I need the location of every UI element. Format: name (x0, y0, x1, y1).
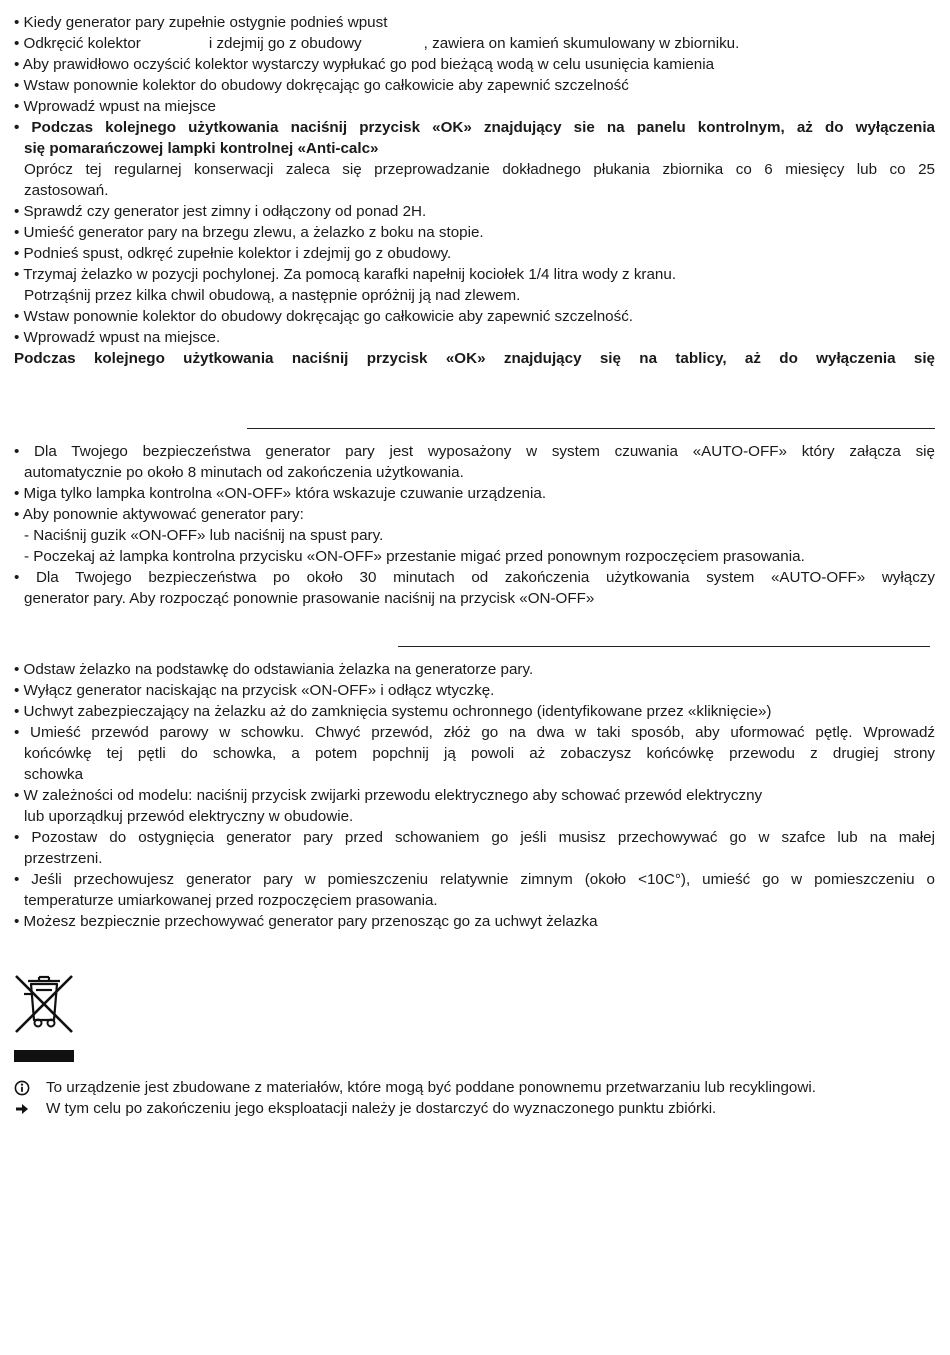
text-fragment: i zdejmij go z obudowy (208, 35, 362, 52)
arrow-right-icon (14, 1101, 46, 1117)
text-line: • Miga tylko lampka kontrolna «ON-OFF» która wskazuje czuwanie urządzenia. (14, 485, 547, 502)
text-fragment: • Odkręcić kolektor (14, 35, 141, 52)
section-storage (14, 659, 935, 932)
text-line: końcówkę tej pętli do schowka, a potem popchnij ją powoli aż zobaczysz końcówkę przewodu z drugiej strony (24, 745, 935, 762)
bin-underline-bar (14, 1050, 74, 1062)
text-line: • Trzymaj żelazko w pozycji pochylonej. Za pomocą karafki napełnij kociołek 1/4 litra wody z kranu. (14, 266, 677, 283)
section-auto-off (14, 441, 935, 609)
text-line: • Sprawdź czy generator jest zimny i odłączony od ponad 2H. (14, 203, 427, 220)
text-line: • Wprowadź wpust na miejsce (14, 98, 216, 115)
text-line: • Dla Twojego bezpieczeństwa po około 30 minutach od zakończenia użytkowania system «AUTO-OFF» wyłączy (14, 569, 935, 586)
text-line: • Wprowadź wpust na miejsce. (14, 329, 221, 346)
recycling-line (14, 1077, 935, 1098)
text-line: zastosowań. (24, 182, 109, 199)
recycling-line (14, 1098, 935, 1119)
text-line (14, 33, 935, 54)
text-line: lub uporządkuj przewód elektryczny w obudowie. (24, 808, 354, 825)
text-line: • Aby prawidłowo oczyścić kolektor wystarczy wypłukać go pod bieżącą wodą w celu usunięcia kamienia (14, 56, 715, 73)
text-line: • Kiedy generator pary zupełnie ostygnie podnieś wpust (14, 14, 388, 31)
text-line: Potrząśnij przez kilka chwil obudową, a następnie opróżnij ją nad zlewem. (24, 287, 521, 304)
section-divider (247, 428, 935, 429)
section-divider (398, 646, 930, 647)
text-line: • Dla Twojego bezpieczeństwa generator pary jest wyposażony w system czuwania «AUTO-OFF» który załącza się (14, 443, 935, 460)
text-line-bold: Podczas kolejnego użytkowania naciśnij przycisk «OK» znajdujący się na tablicy, aż do wyłączenia się (14, 350, 935, 367)
text-line: • Uchwyt zabezpieczający na żelazku aż do zamknięcia systemu ochronnego (identyfikowane przez «kliknięcie») (14, 703, 772, 720)
info-icon (14, 1080, 46, 1096)
manual-page (14, 12, 935, 930)
text-line: • Odstaw żelazko na podstawkę do odstawiania żelazka na generatorze pary. (14, 661, 534, 678)
crossed-out-wheelie-bin-icon (14, 972, 74, 1034)
text-fragment: , zawiera on kamień skumulowany w zbiorniku. (423, 35, 740, 52)
text-line: przestrzeni. (24, 850, 103, 867)
text-line: • Wstaw ponownie kolektor do obudowy dokręcając go całkowicie aby zapewnić szczelność. (14, 308, 634, 325)
text-line: - Naciśnij guzik «ON-OFF» lub naciśnij na spust pary. (24, 527, 384, 544)
text-line: • Możesz bezpiecznie przechowywać generator pary przenosząc go za uchwyt żelazka (14, 913, 598, 930)
section-descaling (14, 12, 935, 369)
text-line: - Poczekaj aż lampka kontrolna przycisku «ON-OFF» przestanie migać przed ponownym rozpoczęciem prasowania. (24, 548, 805, 565)
text-line: temperaturze umiarkowanej przed rozpoczęciem prasowania. (24, 892, 438, 909)
text-line: schowka (24, 766, 84, 783)
text-line: • W zależności od modelu: naciśnij przycisk zwijarki przewodu elektrycznego aby schować przewód elektryczny (14, 787, 763, 804)
text-line: • Wstaw ponownie kolektor do obudowy dokręcając go całkowicie aby zapewnić szczelność (14, 77, 629, 94)
recycling-info (14, 1077, 935, 1119)
text-line: • Umieść generator pary na brzegu zlewu, a żelazko z boku na stopie. (14, 224, 484, 241)
recycling-text: To urządzenie jest zbudowane z materiałów, które mogą być poddane ponownemu przetwarzaniu lub recyklingowi. (46, 1079, 816, 1096)
text-line: • Umieść przewód parowy w schowku. Chwyć przewód, złóż go na dwa w taki sposób, aby uformować pętlę. Wprowadź (14, 724, 935, 741)
text-line: generator pary. Aby rozpocząć ponownie prasowanie naciśnij na przycisk «ON-OFF» (24, 590, 595, 607)
text-line: • Jeśli przechowujesz generator pary w pomieszczeniu relatywnie zimnym (około <10C°), umieść go w pomieszczeniu o (14, 871, 935, 888)
recycling-text: W tym celu po zakończeniu jego eksploatacji należy je dostarczyć do wyznaczonego punktu zbiórki. (46, 1100, 717, 1117)
text-line: • Wyłącz generator naciskając na przycisk «ON-OFF» i odłącz wtyczkę. (14, 682, 495, 699)
text-line-bold: się pomarańczowej lampki kontrolnej «Anti-calc» (24, 140, 379, 157)
text-line: Oprócz tej regularnej konserwacji zaleca się przeprowadzanie dokładnego płukania zbiornika co 6 miesięcy lub co 25 (24, 161, 935, 178)
text-line: • Podnieś spust, odkręć zupełnie kolektor i zdejmij go z obudowy. (14, 245, 452, 262)
text-line-bold: • Podczas kolejnego użytkowania naciśnij przycisk «OK» znajdujący sie na panelu kontrolnym, aż do wyłączenia (14, 119, 935, 136)
text-line: • Aby ponownie aktywować generator pary: (14, 506, 304, 523)
text-line: automatycznie po około 8 minutach od zakończenia użytkowania. (24, 464, 464, 481)
text-line: • Pozostaw do ostygnięcia generator pary przed schowaniem go jeśli musisz przechowywać go w szafce lub na małej (14, 829, 935, 846)
